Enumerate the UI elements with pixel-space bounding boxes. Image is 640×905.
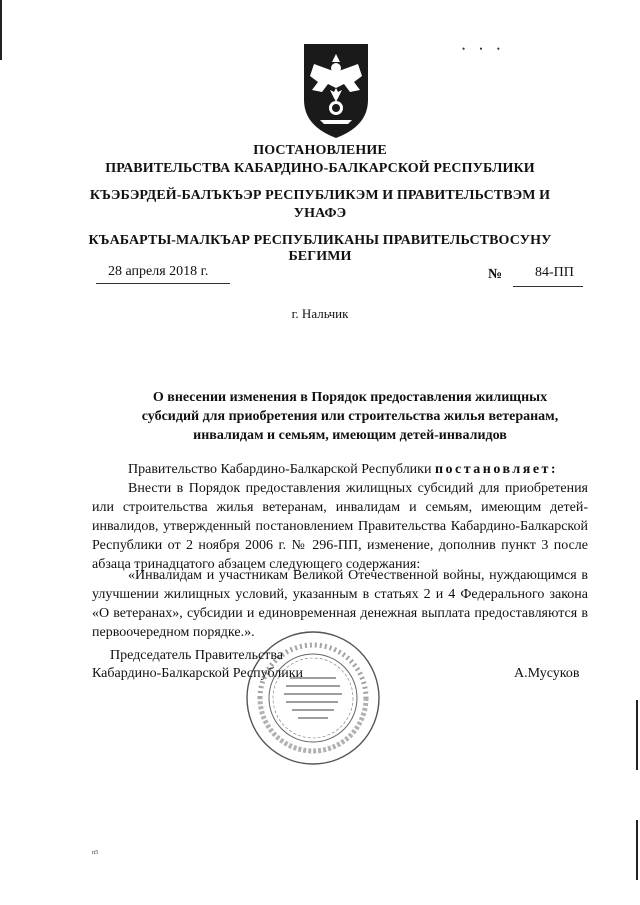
signatory-position-line2: Кабардино-Балкарской Республики bbox=[92, 666, 303, 681]
scan-edge-right-lower bbox=[636, 820, 638, 880]
government-balkar-line2: БЕГИМИ bbox=[288, 249, 352, 264]
main-paragraph-text: Внести в Порядок предоставления жилищных субсидий для приобретения или строительства жилья ветеранам, инвалидам и семьям, имеющим детей-инвалидов, утвержденный постановлением Правительства Кабардино-Балкарской Республики от 2 ноября 2006 г. № 296-ПП, изменение, дополнив пункт 3 после абзаца тринадцатого абзацем следующего содержания: bbox=[92, 481, 588, 572]
intro-emphasis: постановляет: bbox=[434, 462, 559, 477]
government-kabardian-line1: КЪЭБЭРДЕЙ-БАЛЪКЪЭР РЕСПУБЛИКЭМ И ПРАВИТЕЛЬСТВЭМ И bbox=[89, 188, 551, 203]
coat-of-arms-emblem bbox=[300, 42, 372, 140]
intro-text: Правительство Кабардино-Балкарской Республики bbox=[128, 462, 432, 477]
subject-line-1: О внесении изменения в Порядок предоставления жилищных bbox=[152, 390, 548, 405]
main-paragraph bbox=[92, 479, 588, 574]
scan-edge-top-left bbox=[0, 0, 2, 60]
signatory-name: А.Мусуков bbox=[514, 666, 580, 681]
subject-line-3: инвалидам и семьям, имеющим детей-инвалидов bbox=[193, 428, 507, 443]
subject-line-2: субсидий для приобретения или строительства жилья ветеранам, bbox=[141, 409, 559, 424]
city-name: г. Нальчик bbox=[291, 306, 349, 321]
intro-paragraph bbox=[92, 460, 588, 479]
document-subject bbox=[120, 388, 580, 445]
signatory-position-line1: Председатель Правительства bbox=[110, 648, 283, 663]
date-underline bbox=[96, 283, 230, 284]
document-number: 84-ПП bbox=[535, 265, 574, 280]
document-title: ПОСТАНОВЛЕНИЕ bbox=[253, 143, 387, 158]
scan-speckles: • • • bbox=[462, 44, 506, 54]
quoted-paragraph-text: «Инвалидам и участникам Великой Отечественной войны, нуждающимся в улучшении жилищных условий, указанным в статьях 2 и 4 Федерального закона «О ветеранах», субсидии и единовременная денежная выплата предоставляются в первоочередном порядке.». bbox=[92, 568, 588, 640]
government-russian: ПРАВИТЕЛЬСТВА КАБАРДИНО-БАЛКАРСКОЙ РЕСПУБЛИКИ bbox=[105, 161, 535, 176]
government-kabardian-line2: УНАФЭ bbox=[293, 206, 347, 221]
number-sign: № bbox=[488, 267, 503, 282]
footer-mark: п5 bbox=[92, 850, 99, 856]
number-underline bbox=[513, 286, 583, 287]
scan-edge-right bbox=[636, 700, 638, 770]
document-date: 28 апреля 2018 г. bbox=[108, 264, 209, 279]
government-balkar-line1: КЪАБАРТЫ-МАЛКЪАР РЕСПУБЛИКАНЫ ПРАВИТЕЛЬСТВОСУНУ bbox=[88, 233, 552, 248]
